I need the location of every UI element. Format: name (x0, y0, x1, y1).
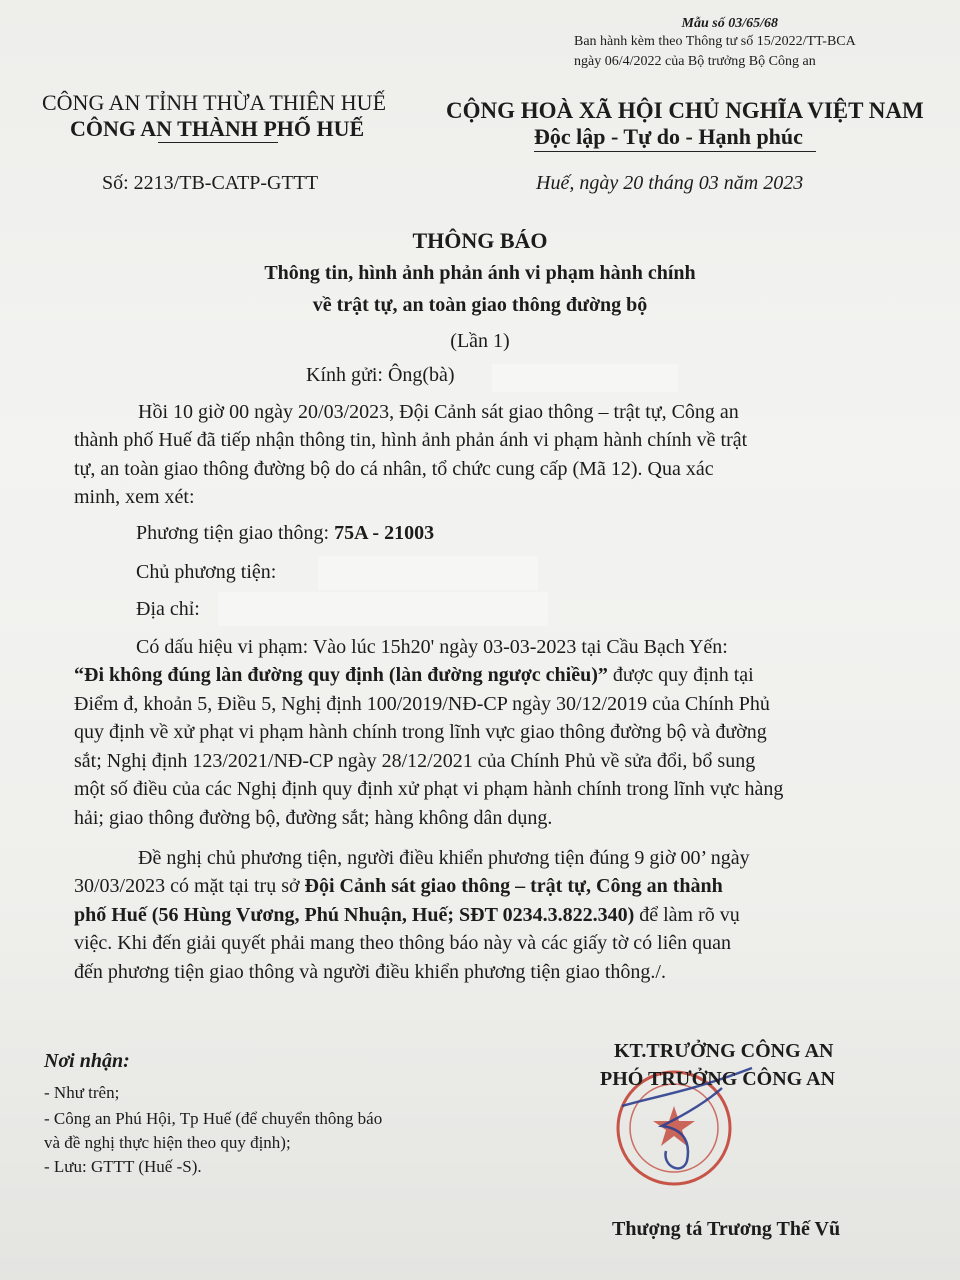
signatory-title-2: PHÓ TRƯỞNG CÔNG AN (600, 1068, 836, 1090)
violation-line-4: quy định về xử phạt vi phạm hành chính trong lĩnh vực giao thông đường bộ và đường (74, 721, 767, 743)
owner-label: Chủ phương tiện: (136, 561, 277, 583)
signer-name: Thượng tá Trương Thế Vũ (612, 1218, 841, 1240)
org-name: CÔNG AN THÀNH PHỐ HUẾ (70, 116, 365, 141)
vehicle-row (136, 522, 434, 545)
license-plate: 75A - 21003 (334, 522, 435, 544)
violation-line-1: Có dấu hiệu vi phạm: Vào lúc 15h20' ngày 03-03-2023 tại Cầu Bạch Yến: (136, 636, 728, 658)
redacted-address (218, 592, 548, 626)
violation-line-2-rest: được quy định tại (607, 664, 754, 686)
nation-name: CỘNG HOÀ XÃ HỘI CHỦ NGHĨA VIỆT NAM (446, 98, 924, 123)
org-parent: CÔNG AN TỈNH THỪA THIÊN HUẾ (42, 90, 387, 115)
request-line-1: Đề nghị chủ phương tiện, người điều khiển phương tiện đúng 9 giờ 00’ ngày (138, 847, 750, 869)
document-date: Huế, ngày 20 tháng 03 năm 2023 (536, 172, 804, 194)
recipient-label: Kính gửi: Ông(bà) (306, 364, 455, 386)
intro-line-1: Hồi 10 giờ 00 ngày 20/03/2023, Đội Cảnh sát giao thông – trật tự, Công an (138, 401, 739, 423)
redacted-recipient-name (492, 364, 678, 392)
motto-underline (534, 151, 816, 152)
request-address: phố Huế (56 Hùng Vương, Phú Nhuận, Huế; SĐT 0234.3.822.340) (74, 904, 635, 926)
redacted-owner (318, 556, 538, 590)
request-line-3 (74, 904, 740, 927)
recipient-item: - Công an Phú Hội, Tp Huế (để chuyển thông báo (44, 1109, 383, 1128)
recipients-title: Nơi nhận: (44, 1050, 130, 1072)
form-issued-line1: Ban hành kèm theo Thông tư số 15/2022/TT-BCA (574, 34, 856, 49)
violation-line-7: hải; giao thông đường bộ, đường sắt; hàng không dân dụng. (74, 807, 553, 829)
intro-line-3: tự, an toàn giao thông đường bộ do cá nhân, tổ chức cung cấp (Mã 12). Qua xác (74, 458, 714, 480)
recipient-item: - Lưu: GTTT (Huế -S). (44, 1157, 202, 1176)
request-line-5: đến phương tiện giao thông và người điều khiển phương tiện giao thông./. (74, 961, 666, 983)
form-code: Mẫu số 03/65/68 (681, 16, 778, 31)
document-subtitle-1: Thông tin, hình ảnh phản ánh vi phạm hành chính (264, 262, 696, 284)
request-line-4: việc. Khi đến giải quyết phải mang theo thông báo này và các giấy tờ có liên quan (74, 932, 732, 954)
intro-line-4: minh, xem xét: (74, 486, 195, 508)
request-line-2-pre: 30/03/2023 có mặt tại trụ sở (74, 875, 305, 897)
document-number: Số: 2213/TB-CATP-GTTT (102, 172, 319, 194)
national-motto: Độc lập - Tự do - Hạnh phúc (534, 124, 803, 149)
document-title: THÔNG BÁO (412, 228, 548, 253)
intro-line-2: thành phố Huế đã tiếp nhận thông tin, hình ảnh phản ánh vi phạm hành chính về trật (74, 429, 748, 451)
violation-line-5: sắt; Nghị định 123/2021/NĐ-CP ngày 28/12/2021 của Chính Phủ về sửa đổi, bổ sung (74, 750, 756, 772)
violation-description: “Đi không đúng làn đường quy định (làn đường ngược chiều)” (74, 664, 608, 686)
request-line-2 (74, 875, 723, 898)
violation-line-3: Điểm đ, khoản 5, Điều 5, Nghị định 100/2019/NĐ-CP ngày 30/12/2019 của Chính Phủ (74, 693, 770, 715)
request-line-3-rest: để làm rõ vụ (634, 904, 740, 926)
org-underline (158, 142, 278, 143)
form-issued-line2: ngày 06/4/2022 của Bộ trưởng Bộ Công an (574, 54, 816, 69)
recipient-item: và đề nghị thực hiện theo quy định); (44, 1133, 291, 1152)
address-label: Địa chỉ: (136, 598, 200, 620)
violation-line-2 (74, 664, 754, 687)
violation-line-6: một số điều của các Nghị định quy định xử phạt vi phạm hành chính trong lĩnh vực hàng (74, 778, 784, 800)
recipient-item: - Như trên; (44, 1083, 120, 1102)
document-subtitle-2: về trật tự, an toàn giao thông đường bộ (312, 294, 648, 316)
request-unit: Đội Cảnh sát giao thông – trật tự, Công an thành (304, 875, 723, 897)
notice-round: (Lần 1) (450, 330, 510, 352)
signatory-title-1: KT.TRƯỞNG CÔNG AN (614, 1040, 834, 1062)
vehicle-label: Phương tiện giao thông: (136, 522, 335, 544)
